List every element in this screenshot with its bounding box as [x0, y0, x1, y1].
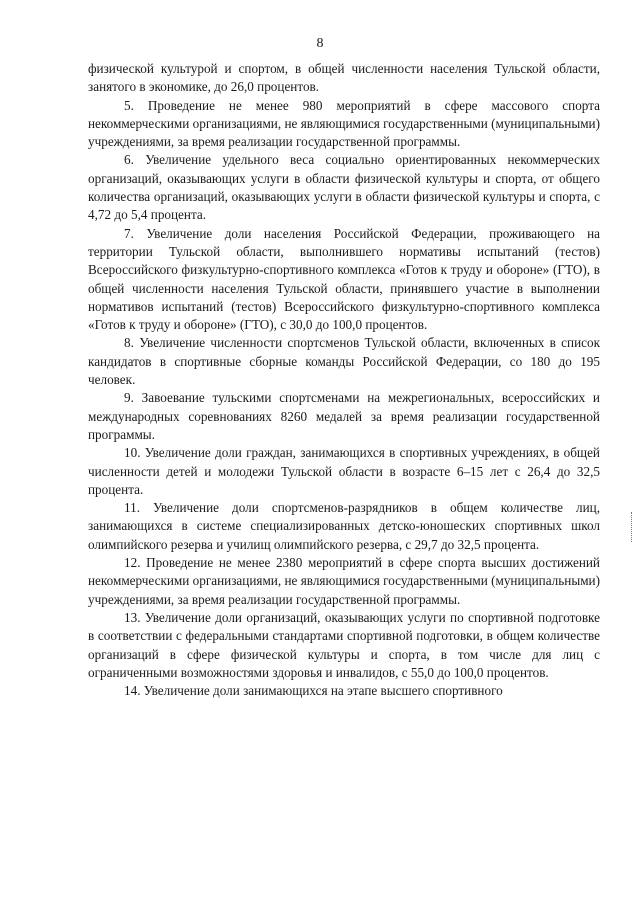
paragraph-item-5: 5. Проведение не менее 980 мероприятий в сфере массового спорта некоммерческими организациями, не являющимися государственными (муниципальными) учреждениями, за время реализации государственной программы. — [88, 97, 600, 150]
page-number: 8 — [316, 36, 324, 51]
document-body — [88, 60, 600, 700]
paragraph-item-8: 8. Увеличение численности спортсменов Тульской области, включенных в список кандидатов в спортивные сборные команды Российской Федерации, со 180 до 195 человек. — [88, 335, 600, 388]
paragraph-item-9: 9. Завоевание тульскими спортсменами на межрегиональных, всероссийских и международных соревнованиях 8260 медалей за время реализации государственной программы. — [88, 390, 600, 442]
paragraph-item-6: 6. Увеличение удельного веса социально ориентированных некоммерческих организаций, оказывающих услуги в области физической культуры и спорта, от общего количества организаций, оказывающих услуги в области физической культуры и спорта, с 4,72 до 5,4 процента. — [88, 152, 600, 223]
paragraph-item-12: 12. Проведение не менее 2380 мероприятий в сфере спорта высших достижений некоммерческими организациями, не являющимися государственными (муниципальными) учреждениями, за время реализации государственной программы. — [88, 555, 600, 607]
paragraph-item-14: 14. Увеличение доли занимающихся на этапе высшего спортивного — [124, 683, 503, 699]
paragraph-item-7: 7. Увеличение доли населения Российской Федерации, проживающего на территории Тульской области, выполнившего нормативы испытаний (тестов) Всероссийского физкультурно-спортивного комплекса «Готов к труду и обороне» (ГТО), в общей численности населения Тульской области, принявшего участие в выполнении нормативов испытаний (тестов) Всероссийского физкультурно-спортивного комплекса «Готов к труду и обороне» (ГТО), с 30,0 до 100,0 процентов. — [88, 225, 600, 333]
paragraph-item-11: 11. Увеличение доли спортсменов-разрядников в общем количестве лиц, занимающихся в системе специализированных детско-юношеских спортивных школ олимпийского резерва и училищ олимпийского резерва, с 29,7 до 32,5 процента. — [88, 500, 600, 552]
paragraph-item-13: 13. Увеличение доли организаций, оказывающих услуги по спортивной подготовке в соответствии с федеральными стандартами спортивной подготовки, в общем количестве организаций в сфере физической культуры и спорта, в том числе для лиц с ограниченными возможностями здоровья и инвалидов, с 55,0 до 100,0 процентов. — [88, 609, 600, 680]
scan-artifact — [631, 512, 636, 542]
paragraph-continuation: физической культурой и спортом, в общей численности населения Тульской области, занятого в экономике, до 26,0 процентов. — [88, 61, 600, 95]
paragraph-item-10: 10. Увеличение доли граждан, занимающихся в спортивных учреждениях, в общей численности детей и молодежи Тульской области в возрасте 6–15 лет с 26,4 до 32,5 процента. — [88, 445, 600, 497]
